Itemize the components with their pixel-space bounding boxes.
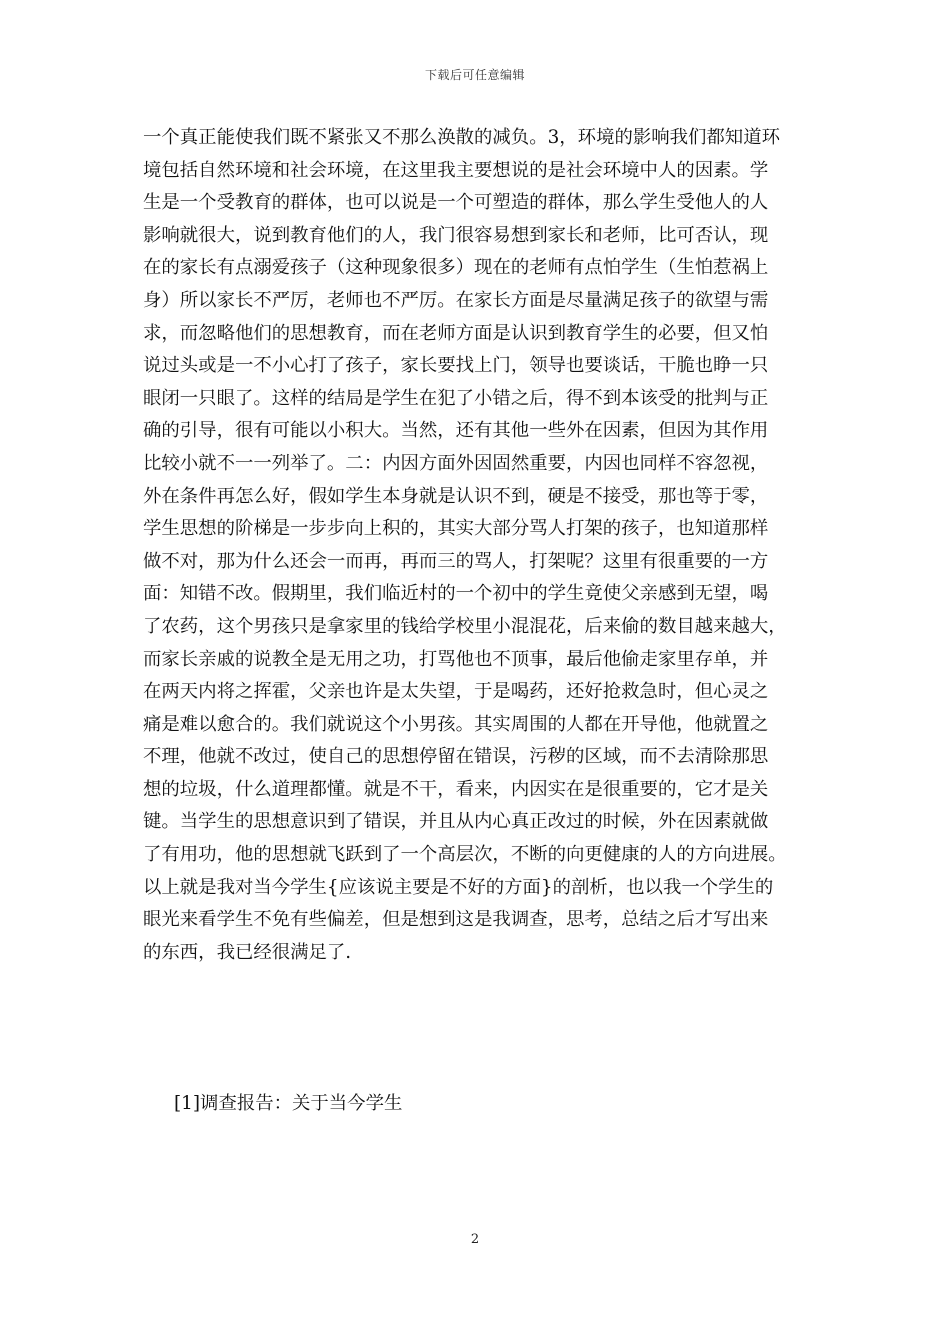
body-line: 键。当学生的思想意识到了错误，并且从内心真正改过的时候，外在因素就做 [143, 811, 769, 833]
body-line: 做不对，那为什么还会一而再，再而三的骂人，打架呢？这里有很重要的一方 [143, 550, 769, 572]
body-line: 眼光来看学生不免有些偏差，但是想到这是我调查，思考，总结之后才写出来 [143, 909, 769, 931]
body-line: 想的垃圾，什么道理都懂。就是不干，看来，内因实在是很重要的，它才是关 [143, 778, 769, 800]
body-line: 确的引导，很有可能以小积大。当然，还有其他一些外在因素，但因为其作用 [143, 420, 769, 442]
body-line: 比较小就不一一列举了。二：内因方面外因固然重要，内因也同样不容忽视， [143, 452, 769, 474]
body-line: 眼闭一只眼了。这样的结局是学生在犯了小错之后，得不到本该受的批判与正 [143, 387, 769, 409]
page-number: 2 [470, 1232, 480, 1247]
page-header: 下载后可任意编辑 [424, 68, 525, 82]
body-line: 说过头或是一不小心打了孩子，家长要找上门，领导也要谈话，干脆也睁一只 [143, 355, 769, 377]
body-line: 在的家长有点溺爱孩子（这种现象很多）现在的老师有点怕学生（生怕惹祸上 [143, 257, 769, 279]
body-line: 外在条件再怎么好，假如学生本身就是认识不到，硬是不接受，那也等于零， [143, 485, 769, 507]
body-line: 学生思想的阶梯是一步步向上积的，其实大部分骂人打架的孩子，也知道那样 [143, 518, 769, 540]
body-line: 影响就很大，说到教育他们的人，我门很容易想到家长和老师，比可否认，现 [143, 224, 769, 246]
body-line: 生是一个受教育的群体，也可以说是一个可塑造的群体，那么学生受他人的人 [143, 192, 769, 214]
body-line: 了农药，这个男孩只是拿家里的钱给学校里小混混花，后来偷的数目越来越大， [143, 615, 787, 637]
body-line: 求，而忽略他们的思想教育，而在老师方面是认识到教育学生的必要，但又怕 [143, 322, 769, 344]
body-line: 痛是难以愈合的。我们就说这个小男孩。其实周围的人都在开导他，他就置之 [143, 713, 769, 735]
body-line: 身）所以家长不严厉，老师也不严厉。在家长方面是尽量满足孩子的欲望与需 [143, 289, 769, 311]
body-line: 了有用功，他的思想就飞跃到了一个高层次，不断的向更健康的人的方向进展。 [143, 844, 787, 866]
body-text [143, 122, 809, 969]
body-line: 的东西，我已经很满足了. [143, 941, 352, 963]
body-line: 面：知错不改。假期里，我们临近村的一个初中的学生竟使父亲感到无望，喝 [143, 583, 769, 605]
body-line: 不理，他就不改过，使自己的思想停留在错误，污秽的区域，而不去清除那思 [143, 746, 769, 768]
reference-line: [1]调查报告：关于当今学生 [174, 1093, 403, 1114]
body-line: 而家长亲戚的说教全是无用之功，打骂他也不顶事，最后他偷走家里存单，并 [143, 648, 769, 670]
body-line: 以上就是我对当今学生{应该说主要是不好的方面}的剖析，也以我一个学生的 [143, 876, 774, 898]
body-line: 在两天内将之挥霍，父亲也许是太失望，于是喝药，还好抢救急时，但心灵之 [143, 681, 769, 703]
body-line: 一个真正能使我们既不紧张又不那么涣散的减负。3，环境的影响我们都知道环 [143, 127, 780, 148]
body-line: 境包括自然环境和社会环境，在这里我主要想说的是社会环境中人的因素。学 [143, 159, 769, 181]
